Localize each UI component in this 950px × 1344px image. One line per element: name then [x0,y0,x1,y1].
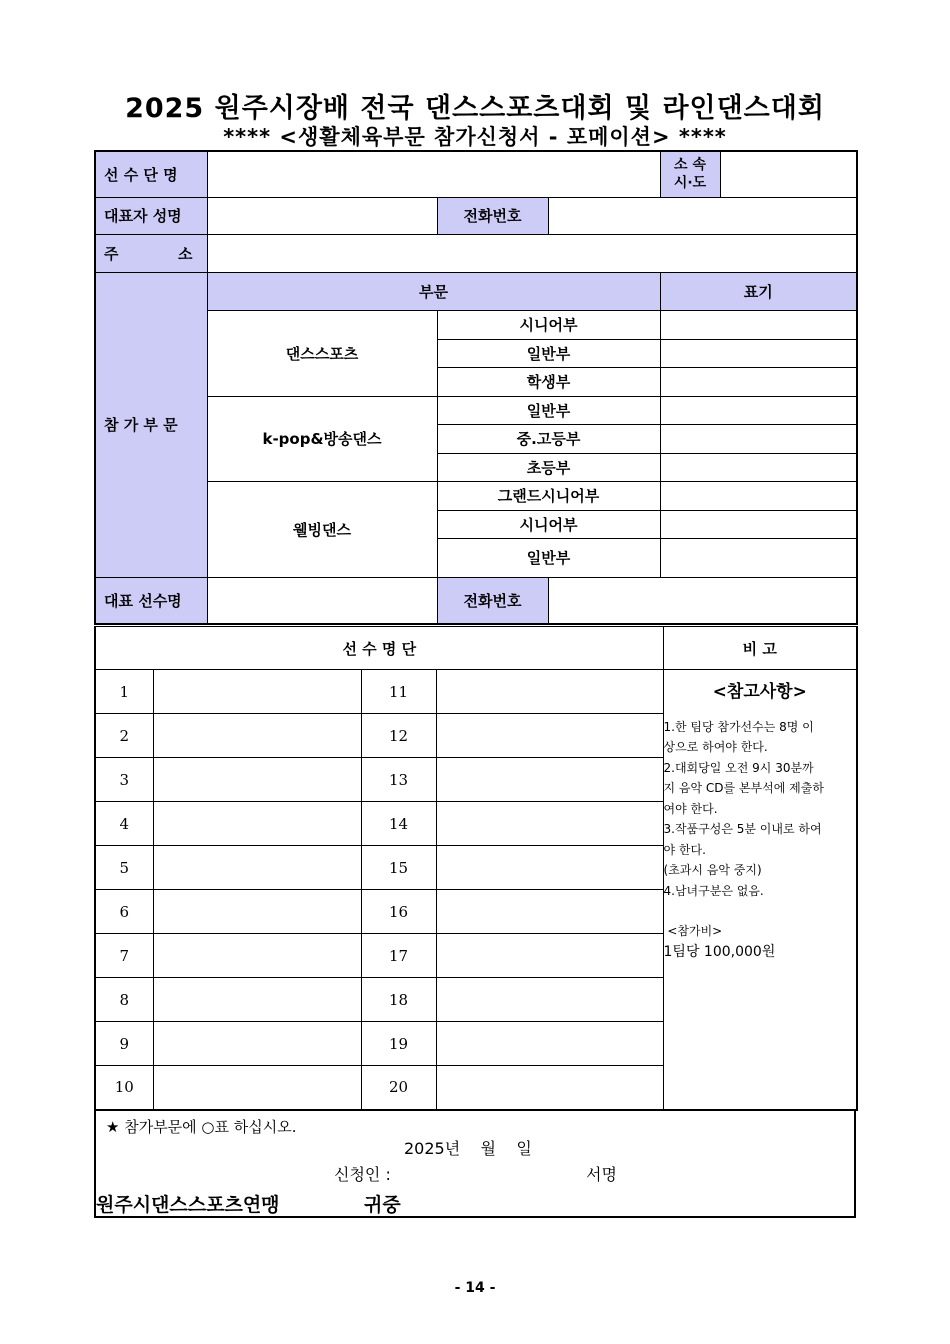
division-name: 댄스스포츠 [207,310,437,396]
sub-division: 학생부 [437,367,660,396]
rep-name-label: 대표자 성명 [95,197,207,234]
recipient-name: 원주시댄스스포츠연맹 [96,1194,280,1216]
sub-division: 중.고등부 [437,424,660,453]
player-number: 20 [361,1066,436,1110]
mark-cell[interactable] [660,396,857,424]
address-label-second: 소 [178,244,193,263]
mark-cell[interactable] [660,310,857,339]
note-line: 2.대회당일 오전 9시 30분까 [663,760,814,775]
rep-name-field[interactable] [207,197,437,234]
sub-division: 그랜드시니어부 [437,481,660,510]
note-line: 1.한 팀당 참가선수는 8명 이 [663,719,814,734]
signature-section [94,1110,856,1218]
roster-table [94,626,858,1111]
roster-header: 선 수 명 단 [95,627,663,670]
note-line: 여야 한다. [663,801,718,816]
player-number: 3 [95,758,153,802]
player-number: 5 [95,846,153,890]
mark-cell[interactable] [660,481,857,510]
mark-cell[interactable] [660,339,857,367]
player-name-field[interactable] [153,714,361,758]
affiliation-label [660,151,720,197]
mark-cell[interactable] [660,538,857,577]
player-name-field[interactable] [153,670,361,714]
notes-title: <참고사항> [712,682,807,702]
player-name-field[interactable] [436,1022,663,1066]
phone-label-2: 전화번호 [437,577,548,624]
team-name-field[interactable] [207,151,660,197]
affiliation-sub-label: 시·도 [673,175,707,192]
player-name-field[interactable] [436,802,663,846]
mark-header: 표기 [660,272,857,310]
mark-cell[interactable] [660,453,857,481]
player-number: 10 [95,1066,153,1110]
division-header: 부문 [207,272,660,310]
player-name-field[interactable] [153,846,361,890]
player-number: 2 [95,714,153,758]
player-number: 17 [361,934,436,978]
recipient-honorific: 귀중 [364,1194,401,1216]
note-line: (초과시 음악 중지) [663,863,762,877]
application-form-table [94,150,858,625]
player-name-field[interactable] [436,978,663,1022]
page-number: - 14 - [454,1280,496,1296]
player-name-field[interactable] [153,978,361,1022]
affiliation-field[interactable] [720,151,857,197]
player-name-field[interactable] [153,758,361,802]
instruction-text: ★ 참가부문에 ○표 하십시오. [106,1118,297,1136]
signature-label: 서명 [586,1165,617,1184]
player-number: 11 [361,670,436,714]
phone-label: 전화번호 [437,197,548,234]
page-subtitle: **** <생활체육부문 참가신청서 - 포메이션> **** [223,125,727,149]
note-line: 상으로 하여야 한다. [663,740,768,754]
affiliation-label-text: 소 속 [674,157,706,174]
address-label [95,234,207,272]
address-field[interactable] [207,234,857,272]
player-number: 4 [95,802,153,846]
player-name-field[interactable] [436,934,663,978]
sub-division: 일반부 [437,339,660,367]
mark-cell[interactable] [660,367,857,396]
player-name-field[interactable] [436,890,663,934]
page-title: 2025 원주시장배 전국 댄스스포츠대회 및 라인댄스대회 [125,93,825,124]
division-name: 웰빙댄스 [207,481,437,577]
player-name-field[interactable] [153,1066,361,1110]
player-name-field[interactable] [436,758,663,802]
notes-cell [663,670,857,1110]
mark-cell[interactable] [660,424,857,453]
player-number: 15 [361,846,436,890]
remarks-header: 비 고 [663,627,857,670]
player-number: 8 [95,978,153,1022]
note-line: 지 음악 CD를 본부석에 제출하 [663,781,824,795]
player-name-field[interactable] [436,1066,663,1110]
player-number: 14 [361,802,436,846]
mark-cell[interactable] [660,510,857,538]
date-line: 2025년 월 일 [404,1139,532,1158]
category-label: 참 가 부 문 [95,272,207,577]
fee-title: <참가비> [663,924,723,938]
sub-division: 시니어부 [437,310,660,339]
player-number: 13 [361,758,436,802]
player-name-field[interactable] [436,846,663,890]
phone-field-2[interactable] [548,577,857,624]
rep-player-label: 대표 선수명 [95,577,207,624]
player-number: 16 [361,890,436,934]
fee-value: 1팀당 100,000원 [663,943,776,960]
player-number: 1 [95,670,153,714]
player-name-field[interactable] [153,934,361,978]
note-line: 3.작품구성은 5분 이내로 하여 [663,822,822,836]
sub-division: 초등부 [437,453,660,481]
sub-division: 일반부 [437,396,660,424]
player-number: 9 [95,1022,153,1066]
note-line: 야 한다. [663,842,706,857]
player-name-field[interactable] [436,714,663,758]
team-name-label: 선 수 단 명 [95,151,207,197]
sub-division: 일반부 [437,538,660,577]
player-number: 7 [95,934,153,978]
sub-division: 시니어부 [437,510,660,538]
player-number: 18 [361,978,436,1022]
player-number: 19 [361,1022,436,1066]
player-name-field[interactable] [153,890,361,934]
address-label-first: 주 [104,244,119,263]
player-name-field[interactable] [436,670,663,714]
rep-player-field[interactable] [207,577,437,624]
player-name-field[interactable] [153,802,361,846]
note-line: 4.남녀구분은 없음. [663,883,764,898]
phone-field[interactable] [548,197,857,234]
applicant-label: 신청인 : [334,1165,391,1184]
player-number: 6 [95,890,153,934]
player-name-field[interactable] [153,1022,361,1066]
division-name: k-pop&방송댄스 [207,396,437,481]
player-number: 12 [361,714,436,758]
